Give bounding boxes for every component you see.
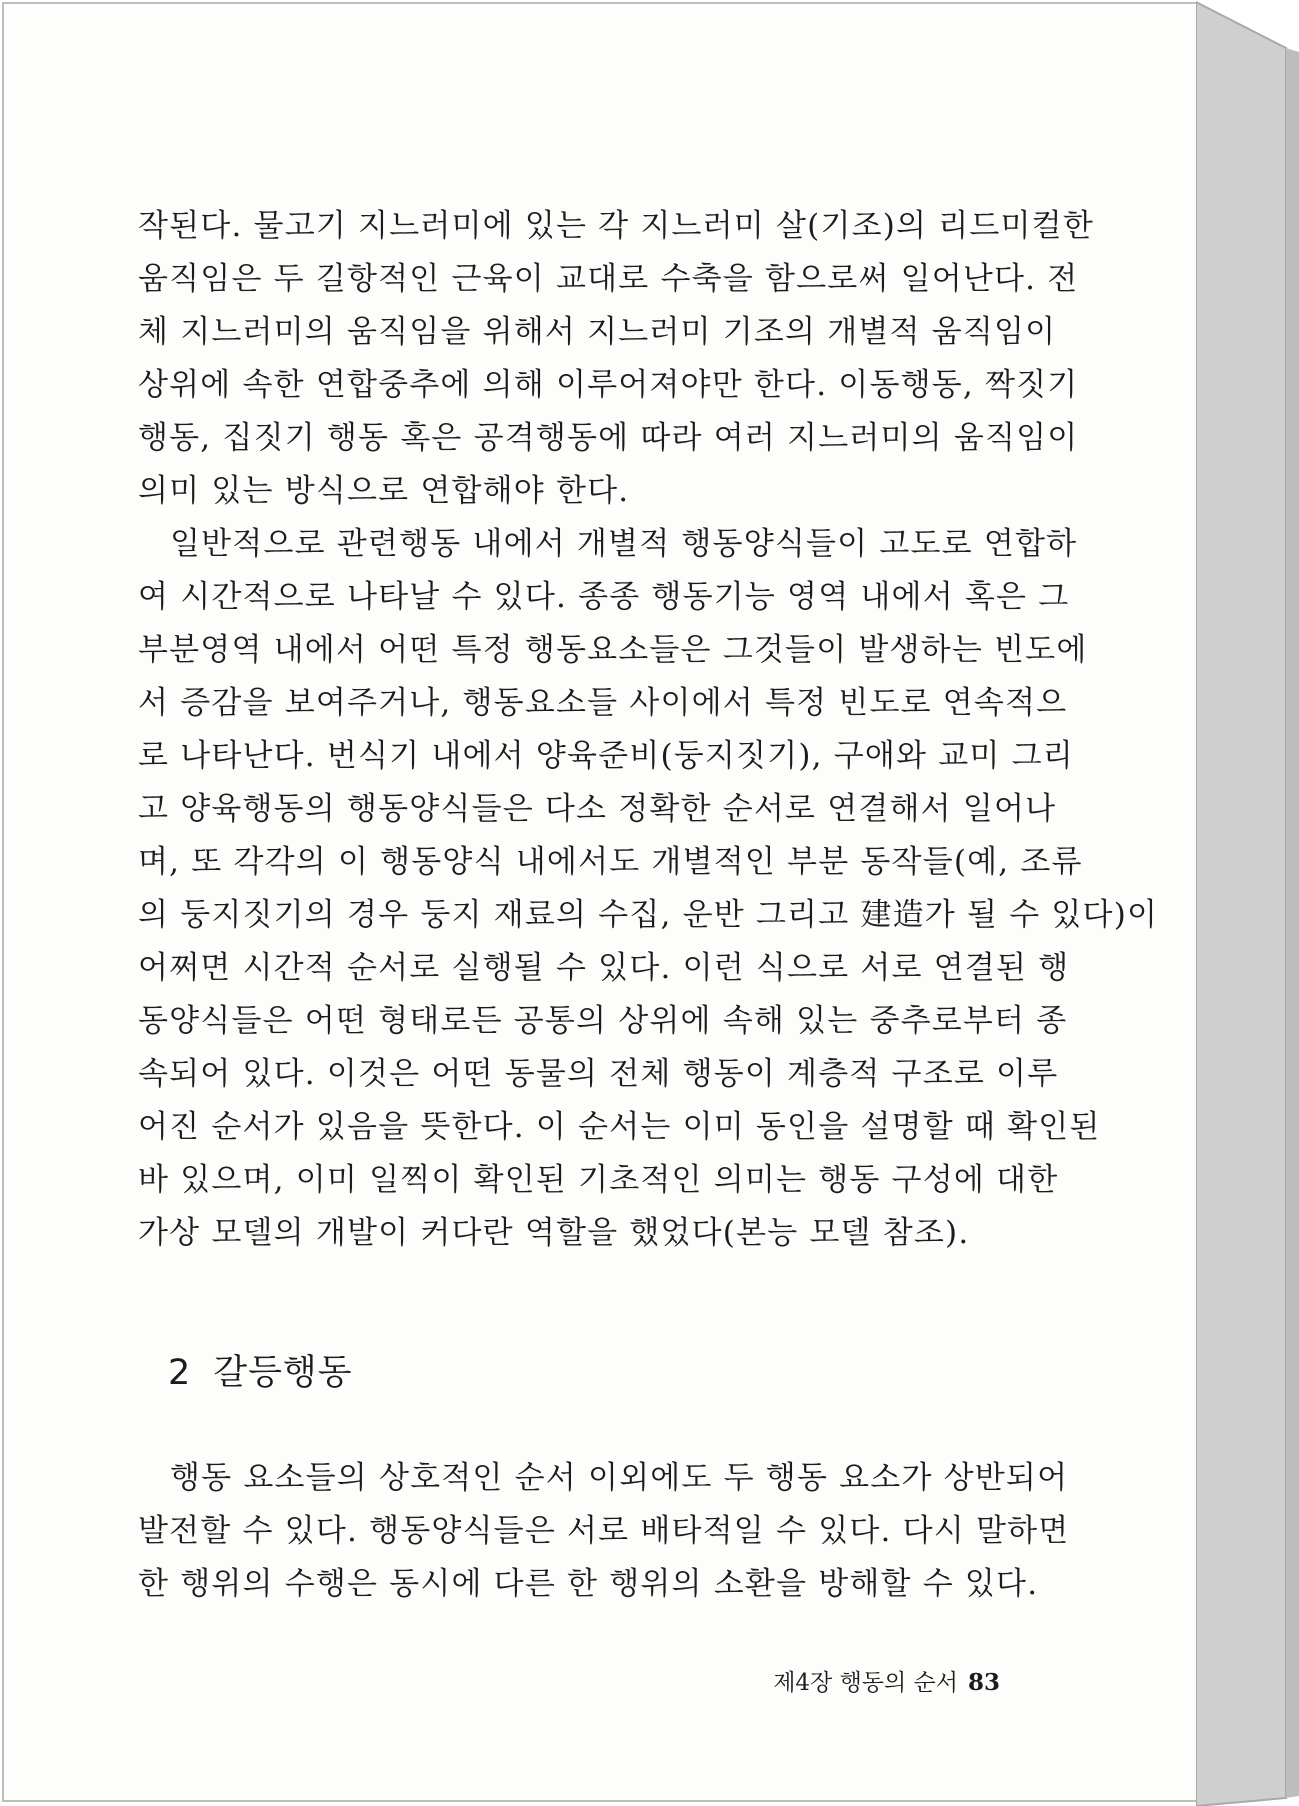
section-heading <box>168 1345 353 1395</box>
text-line: 작된다. 물고기 지느러미에 있는 각 지느러미 살(기조)의 리드미컬한 <box>138 208 1094 244</box>
body-text-top <box>138 200 1159 1260</box>
text-line: 며, 또 각각의 이 행동양식 내에서도 개별적인 부분 동작들(예, 조류 <box>138 844 1083 880</box>
text-line: 가상 모델의 개발이 커다란 역할을 했었다(본능 모델 참조). <box>138 1215 970 1251</box>
text-line: 어진 순서가 있음을 뜻한다. 이 순서는 이미 동인을 설명할 때 확인된 <box>138 1109 1101 1145</box>
text-line: 서 증감을 보여주거나, 행동요소들 사이에서 특정 빈도로 연속적으 <box>138 685 1068 721</box>
text-line: 행동, 집짓기 행동 혹은 공격행동에 따라 여러 지느러미의 움직임이 <box>138 420 1079 456</box>
text-line: 로 나타난다. 번식기 내에서 양육준비(둥지짓기), 구애와 교미 그리 <box>138 738 1074 774</box>
text-line: 바 있으며, 이미 일찍이 확인된 기초적인 의미는 행동 구성에 대한 <box>138 1162 1059 1198</box>
text-line: 의미 있는 방식으로 연합해야 한다. <box>138 473 630 509</box>
text-line: 일반적으로 관련행동 내에서 개별적 행동양식들이 고도로 연합하 <box>170 526 1078 562</box>
running-chapter-title: 제4장 행동의 순서 <box>773 1670 958 1696</box>
section-title: 갈등행동 <box>213 1353 353 1393</box>
book-page-edge <box>1196 0 1299 1806</box>
body-text-bottom <box>138 1452 1070 1611</box>
text-line: 속되어 있다. 이것은 어떤 동물의 전체 행동이 계층적 구조로 이루 <box>138 1056 1059 1092</box>
text-line: 발전할 수 있다. 행동양식들은 서로 배타적일 수 있다. 다시 말하면 <box>138 1513 1070 1549</box>
paragraph-1 <box>138 200 1094 518</box>
text-line: 고 양육행동의 행동양식들은 다소 정확한 순서로 연결해서 일어나 <box>138 791 1057 827</box>
page-footer <box>760 1664 1000 1697</box>
text-line: 어쩌면 시간적 순서로 실행될 수 있다. 이런 식으로 서로 연결된 행 <box>138 950 1070 986</box>
text-line: 체 지느러미의 움직임을 위해서 지느러미 기조의 개별적 움직임이 <box>138 314 1057 350</box>
text-line: 행동 요소들의 상호적인 순서 이외에도 두 행동 요소가 상반되어 <box>170 1460 1069 1496</box>
page-number: 83 <box>967 1669 1000 1696</box>
text-line: 여 시간적으로 나타날 수 있다. 종종 행동기능 영역 내에서 혹은 그 <box>138 579 1070 615</box>
text-line: 움직임은 두 길항적인 근육이 교대로 수축을 함으로써 일어난다. 전 <box>138 261 1079 297</box>
text-line: 부분영역 내에서 어떤 특정 행동요소들은 그것들이 발생하는 빈도에 <box>138 632 1088 668</box>
paragraph-2 <box>138 518 1159 1260</box>
text-line: 한 행위의 수행은 동시에 다른 한 행위의 소환을 방해할 수 있다. <box>138 1566 1039 1602</box>
text-line: 의 둥지짓기의 경우 둥지 재료의 수집, 운반 그리고 建造가 될 수 있다)이 <box>138 897 1159 933</box>
text-line: 동양식들은 어떤 형태로든 공통의 상위에 속해 있는 중추로부터 종 <box>138 1003 1068 1039</box>
paragraph-3 <box>138 1452 1070 1611</box>
text-line: 상위에 속한 연합중추에 의해 이루어져야만 한다. 이동행동, 짝짓기 <box>138 367 1079 403</box>
section-number: 2 <box>168 1353 192 1393</box>
